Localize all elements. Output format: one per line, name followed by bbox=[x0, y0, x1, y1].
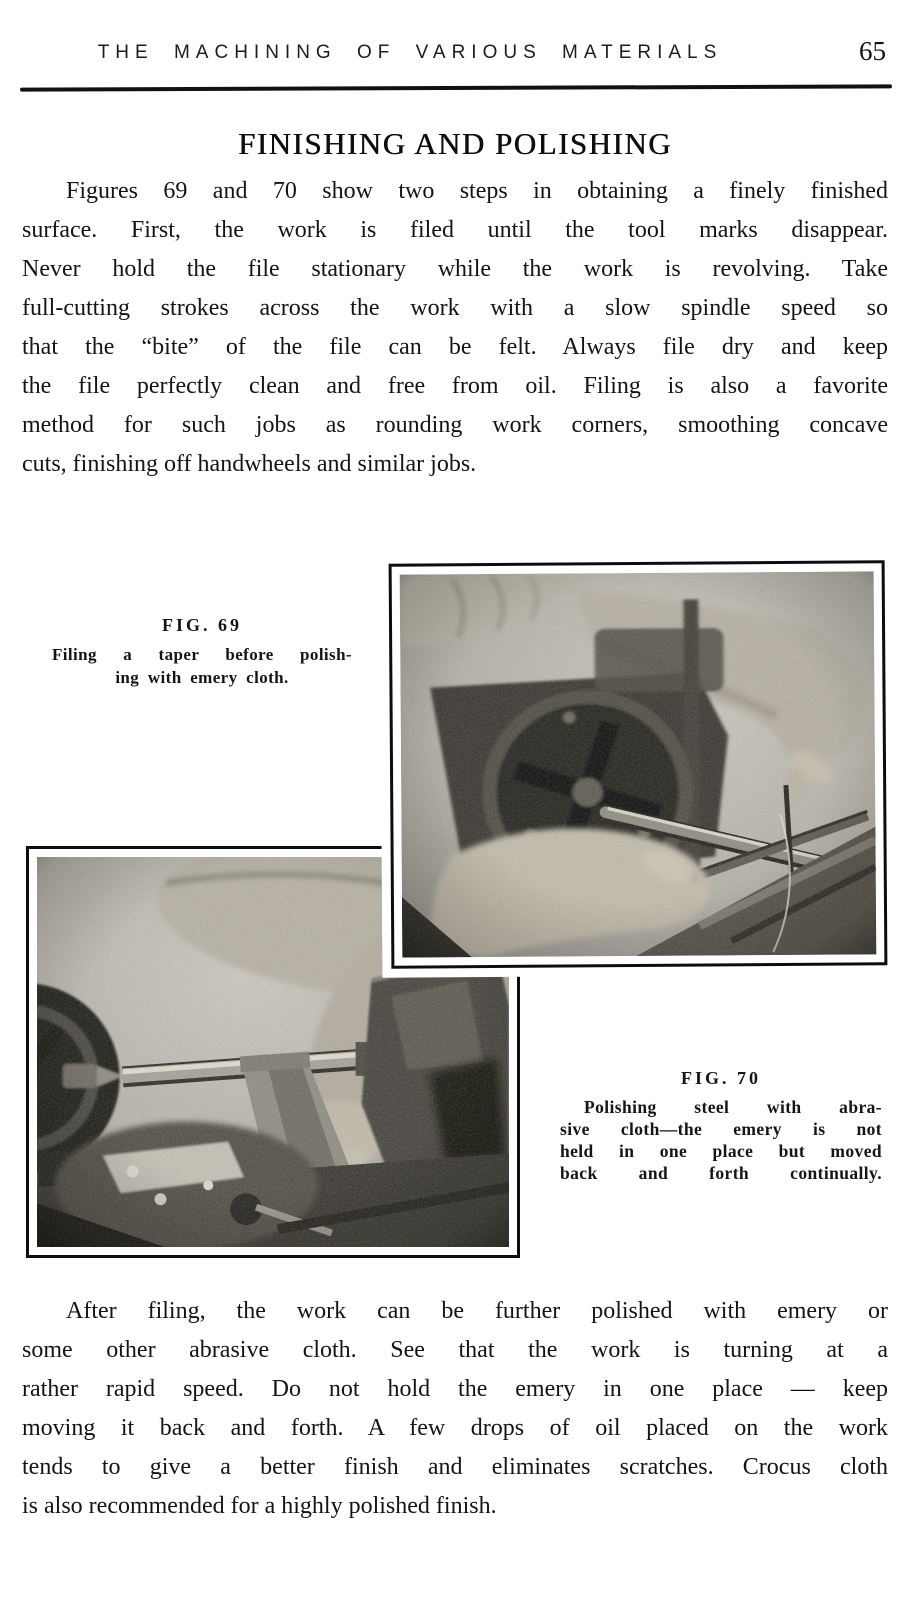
caption-line: back and forth continually. bbox=[560, 1163, 882, 1183]
fig69-photo-image bbox=[400, 571, 877, 957]
paragraph-line: that the “bite” of the file can be felt. Always file dry and keep bbox=[22, 334, 888, 360]
paragraph-line: Figures 69 and 70 show two steps in obtaining a finely finished bbox=[66, 178, 888, 204]
fig69-caption bbox=[52, 615, 352, 689]
paragraph-line: Never hold the file stationary while the work is revolving. Take bbox=[22, 256, 888, 282]
paragraph-line: After filing, the work can be further polished with emery or bbox=[66, 1298, 888, 1324]
paragraph-line: cuts, finishing off handwheels and similar jobs. bbox=[22, 451, 477, 477]
paragraph-1 bbox=[22, 172, 888, 484]
paragraph-line: method for such jobs as rounding work corners, smoothing concave bbox=[22, 412, 888, 438]
paragraph-2 bbox=[22, 1292, 888, 1526]
paragraph-line: tends to give a better finish and eliminates scratches. Crocus cloth bbox=[22, 1454, 888, 1480]
fig70-caption bbox=[560, 1068, 882, 1184]
paragraph-line: the file perfectly clean and free from oil. Filing is also a favorite bbox=[22, 373, 888, 399]
paragraph-line: full-cutting strokes across the work with a slow spindle speed so bbox=[22, 295, 888, 321]
caption-line: Filing a taper before polish- bbox=[52, 645, 352, 664]
fig69-label: FIG. 69 bbox=[161, 615, 242, 635]
fig69-photo bbox=[389, 560, 888, 968]
paragraph-line: some other abrasive cloth. See that the work is turning at a bbox=[22, 1337, 888, 1363]
page-number: 65 bbox=[859, 36, 886, 66]
caption-line: held in one place but moved bbox=[560, 1141, 882, 1161]
paragraph-line: rather rapid speed. Do not hold the emery in one place — keep bbox=[22, 1376, 888, 1402]
paragraph-line: moving it back and forth. A few drops of oil placed on the work bbox=[22, 1415, 888, 1441]
paragraph-line: is also recommended for a highly polished finish. bbox=[22, 1493, 497, 1519]
paragraph-line: surface. First, the work is filed until the tool marks disappear. bbox=[22, 217, 888, 243]
caption-line: sive cloth—the emery is not bbox=[560, 1119, 882, 1139]
caption-line: ing with emery cloth. bbox=[115, 668, 289, 687]
fig70-label: FIG. 70 bbox=[680, 1068, 761, 1088]
header-rule bbox=[20, 84, 892, 91]
caption-line: Polishing steel with abra- bbox=[584, 1097, 882, 1117]
running-header-title: THE MACHINING OF VARIOUS MATERIALS bbox=[97, 42, 723, 63]
section-title: FINISHING AND POLISHING bbox=[237, 126, 673, 161]
